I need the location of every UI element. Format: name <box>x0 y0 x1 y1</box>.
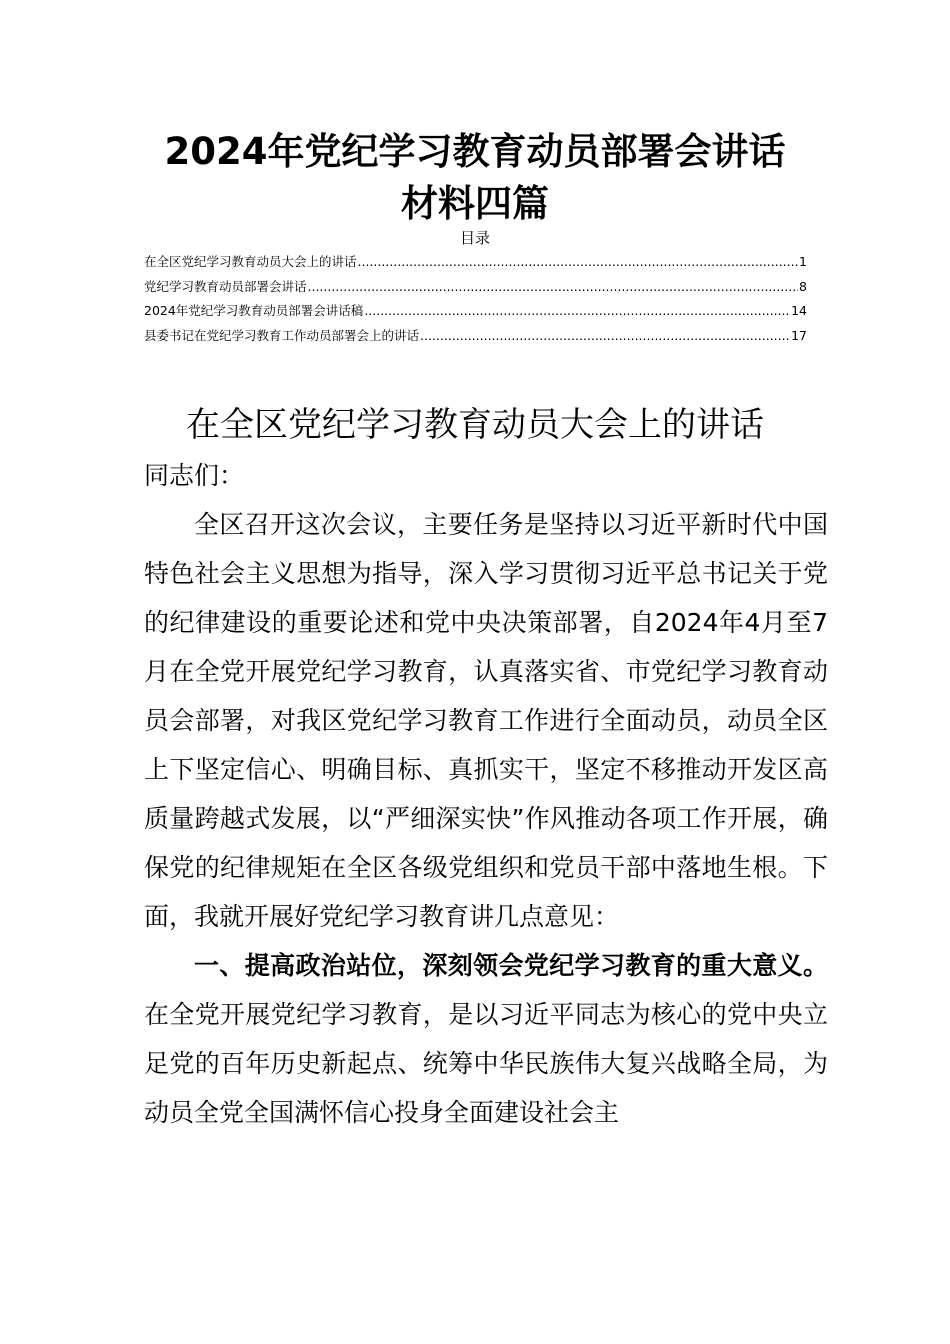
toc-entry[interactable] <box>144 326 807 351</box>
body-paragraph <box>144 941 828 1137</box>
toc-entry-page: 17 <box>791 327 807 343</box>
toc-entry-page: 1 <box>799 254 807 269</box>
toc-entry-page: 8 <box>799 278 807 294</box>
toc-leader-dots <box>364 301 790 321</box>
toc-entry-page: 14 <box>791 303 807 318</box>
toc-entry-title: 在全区党纪学习教育动员大会上的讲话 <box>144 254 357 269</box>
paragraph-text: 在全党开展党纪学习教育，是以习近平同志为核心的党中央立足党的百年历史新起点、统筹中华民族伟大复兴战略全局，为动员全党全国满怀信心投身全面建设社会主 <box>144 1000 828 1127</box>
document-title: 2024年党纪学习教育动员部署会讲话材料四篇 <box>164 130 786 225</box>
table-of-contents <box>144 252 807 350</box>
toc-entry-title: 县委书记在党纪学习教育工作动员部署会上的讲话 <box>144 327 420 343</box>
toc-leader-dots <box>358 252 799 272</box>
paragraph-heading: 一、提高政治站位，深刻领会党纪学习教育的重大意义。 <box>194 951 828 980</box>
toc-entry[interactable] <box>144 252 807 277</box>
toc-entry-title: 2024年党纪学习教育动员部署会讲话稿 <box>144 303 364 318</box>
document-body <box>144 451 828 1137</box>
toc-leader-dots <box>420 326 790 346</box>
toc-entry[interactable] <box>144 277 807 302</box>
toc-entry-title: 党纪学习教育动员部署会讲话 <box>144 278 307 294</box>
toc-heading: 目录 <box>459 229 490 247</box>
toc-leader-dots <box>308 277 799 297</box>
body-paragraph: 全区召开这次会议，主要任务是坚持以习近平新时代中国特色社会主义思想为指导，深入学习贯彻习近平总书记关于党的纪律建设的重要论述和党中央决策部署，自2024年4月至7月在全党开展党纪学习教育，认真落实省、市党纪学习教育动员会部署，对我区党纪学习教育工作进行全面动员，动员全区上下坚定信心、明确目标、真抓实干，坚定不移推动开发区高质量跨越式发展，以“严细深实快”作风推动各项工作开展，确保党的纪律规矩在全区各级党组织和党员干部中落地生根。下面，我就开展好党纪学习教育讲几点意见： <box>144 510 828 931</box>
section-title: 在全区党纪学习教育动员大会上的讲话 <box>186 405 764 445</box>
toc-entry[interactable] <box>144 301 807 326</box>
salutation: 同志们： <box>144 461 245 490</box>
